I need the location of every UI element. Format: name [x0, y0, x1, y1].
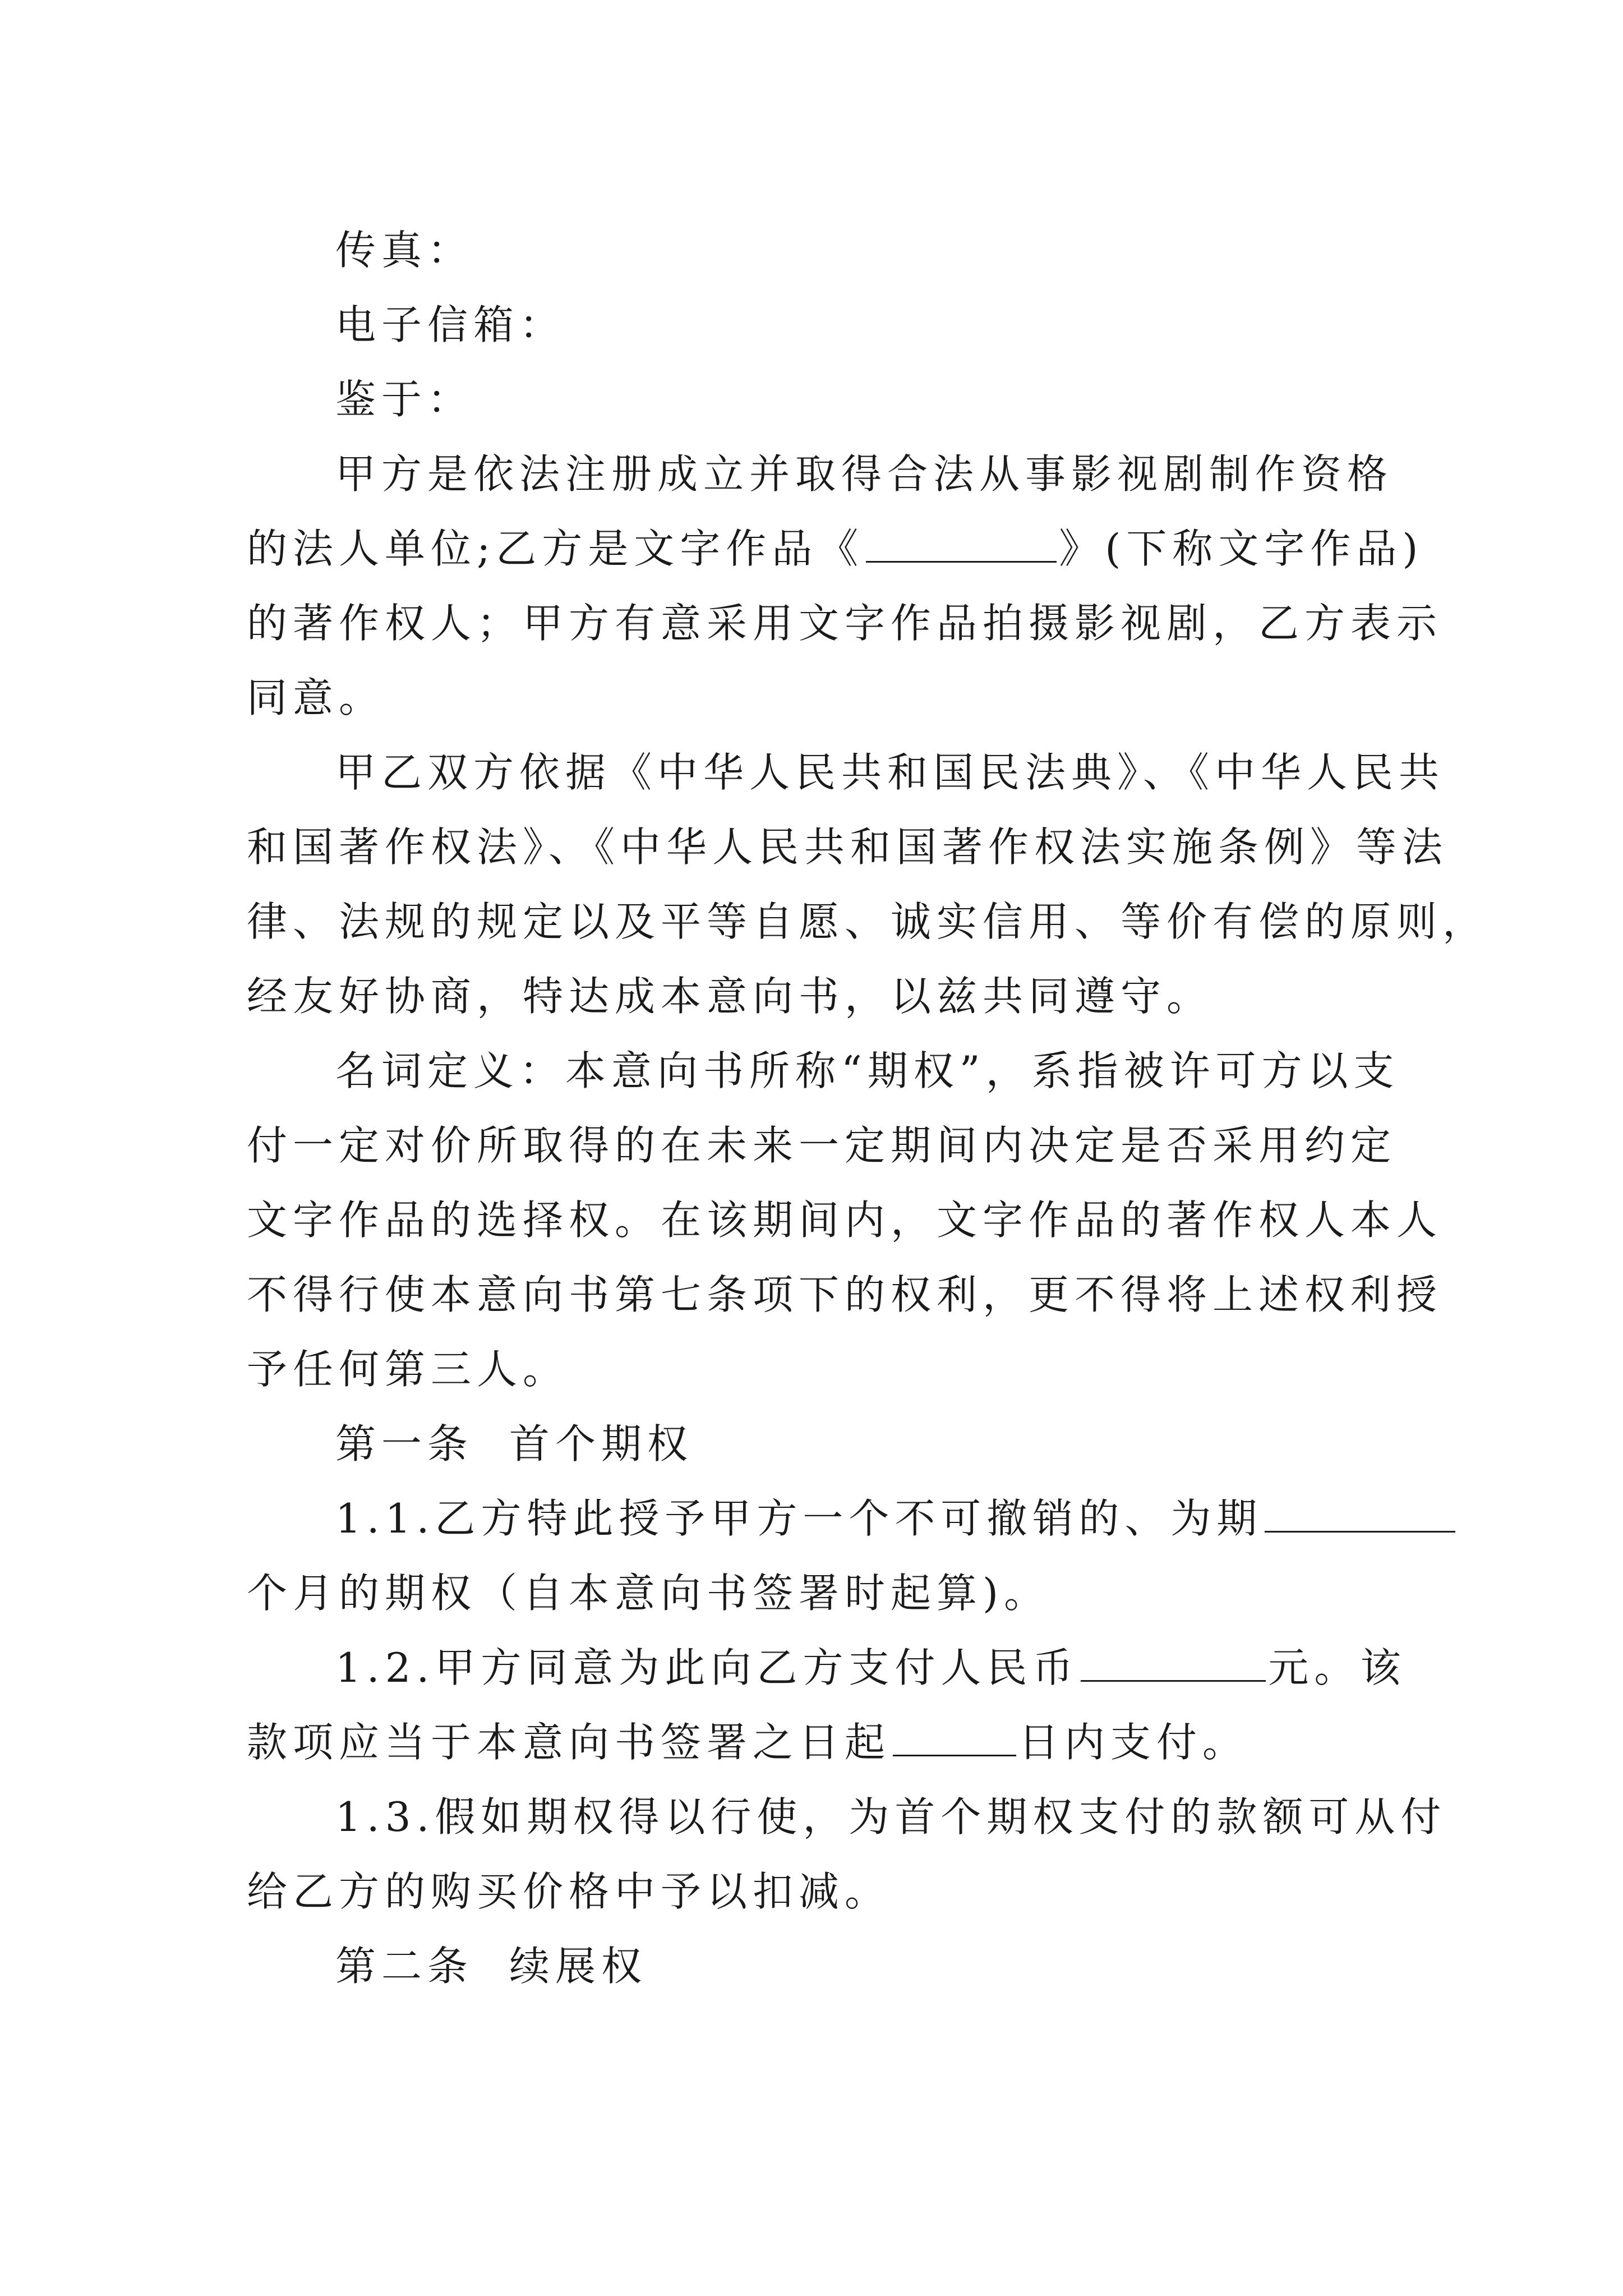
whereas-heading: 鉴于： — [335, 376, 474, 423]
amount-blank — [1081, 1640, 1266, 1682]
clause-1-2 — [247, 1631, 1407, 1780]
paragraph-line: 1.3.假如期权得以行使，为首个期权支付的款额可从付 — [335, 1793, 1447, 1841]
article-2-heading — [247, 1929, 1380, 2004]
paragraph-line: 不得行使本意向书第七条项下的权利，更不得将上述权利授 — [247, 1271, 1443, 1318]
paragraph-line: 律、法规的规定以及平等自愿、诚实信用、等价有偿的原则， — [247, 898, 1489, 945]
paragraph-line: 的著作权人；甲方有意采用文字作品拍摄影视剧，乙方表示 — [247, 600, 1443, 647]
article-title: 首个期权 — [509, 1420, 694, 1467]
paragraph-line — [247, 512, 1424, 586]
paragraph-line — [247, 1705, 1380, 1780]
paragraph-text: 1.2.甲方同意为此向乙方支付人民币 — [335, 1644, 1079, 1691]
clause-1-3 — [247, 1780, 1447, 1929]
paragraph-text: 的法人单位;乙方是文字作品《 — [247, 525, 864, 572]
definition-paragraph — [247, 1034, 1443, 1407]
paragraph-line: 甲乙双方依据《中华人民共和国民法典》、《中华人民共 — [335, 749, 1445, 796]
paragraph-line: 付一定对价所取得的在未来一定期间内决定是否采用约定 — [247, 1122, 1397, 1169]
document-body — [247, 213, 1489, 2004]
whereas-paragraph-2 — [247, 735, 1489, 1034]
article-title: 续展权 — [509, 1943, 648, 1990]
paragraph-line: 文字作品的选择权。在该期间内，文字作品的著作权人本人 — [247, 1197, 1443, 1244]
article-number: 第一条 — [335, 1420, 474, 1467]
paragraph-line: 予任何第三人。 — [247, 1346, 569, 1393]
paragraph-line — [247, 1481, 1380, 1556]
payment-days-blank — [893, 1714, 1016, 1756]
work-title-blank — [866, 521, 1057, 563]
paragraph-line: 经友好协商，特达成本意向书，以兹共同遵守。 — [247, 973, 1213, 1020]
paragraph-line — [247, 1631, 1407, 1705]
clause-1-1 — [247, 1481, 1380, 1631]
paragraph-line: 和国著作权法》、《中华人民共和国著作权法实施条例》等法 — [247, 823, 1449, 871]
paragraph-text: 1.1.乙方特此授予甲方一个不可撤销的、为期 — [335, 1495, 1263, 1542]
paragraph-line: 个月的期权（自本意向书签署时起算)。 — [247, 1570, 1050, 1617]
article-1-heading — [247, 1407, 1380, 1481]
email-label: 电子信箱： — [335, 301, 566, 348]
paragraph-line: 同意。 — [247, 674, 385, 721]
paragraph-line: 名词定义：本意向书所称“期权”，系指被许可方以支 — [335, 1047, 1400, 1094]
paragraph-text: 款项应当于本意向书签署之日起 — [247, 1719, 891, 1766]
paragraph-line: 给乙方的购买价格中予以扣减。 — [247, 1868, 891, 1915]
fax-label: 传真： — [335, 227, 474, 274]
article-number: 第二条 — [335, 1943, 474, 1990]
whereas-paragraph-1 — [247, 437, 1443, 735]
paragraph-line: 甲方是依法注册成立并取得合法从事影视剧制作资格 — [335, 450, 1394, 498]
paragraph-text: 日内支付。 — [1018, 1719, 1249, 1766]
term-months-blank — [1265, 1490, 1455, 1533]
paragraph-text: 元。该 — [1268, 1644, 1407, 1691]
paragraph-text: 》(下称文字作品) — [1059, 525, 1424, 572]
